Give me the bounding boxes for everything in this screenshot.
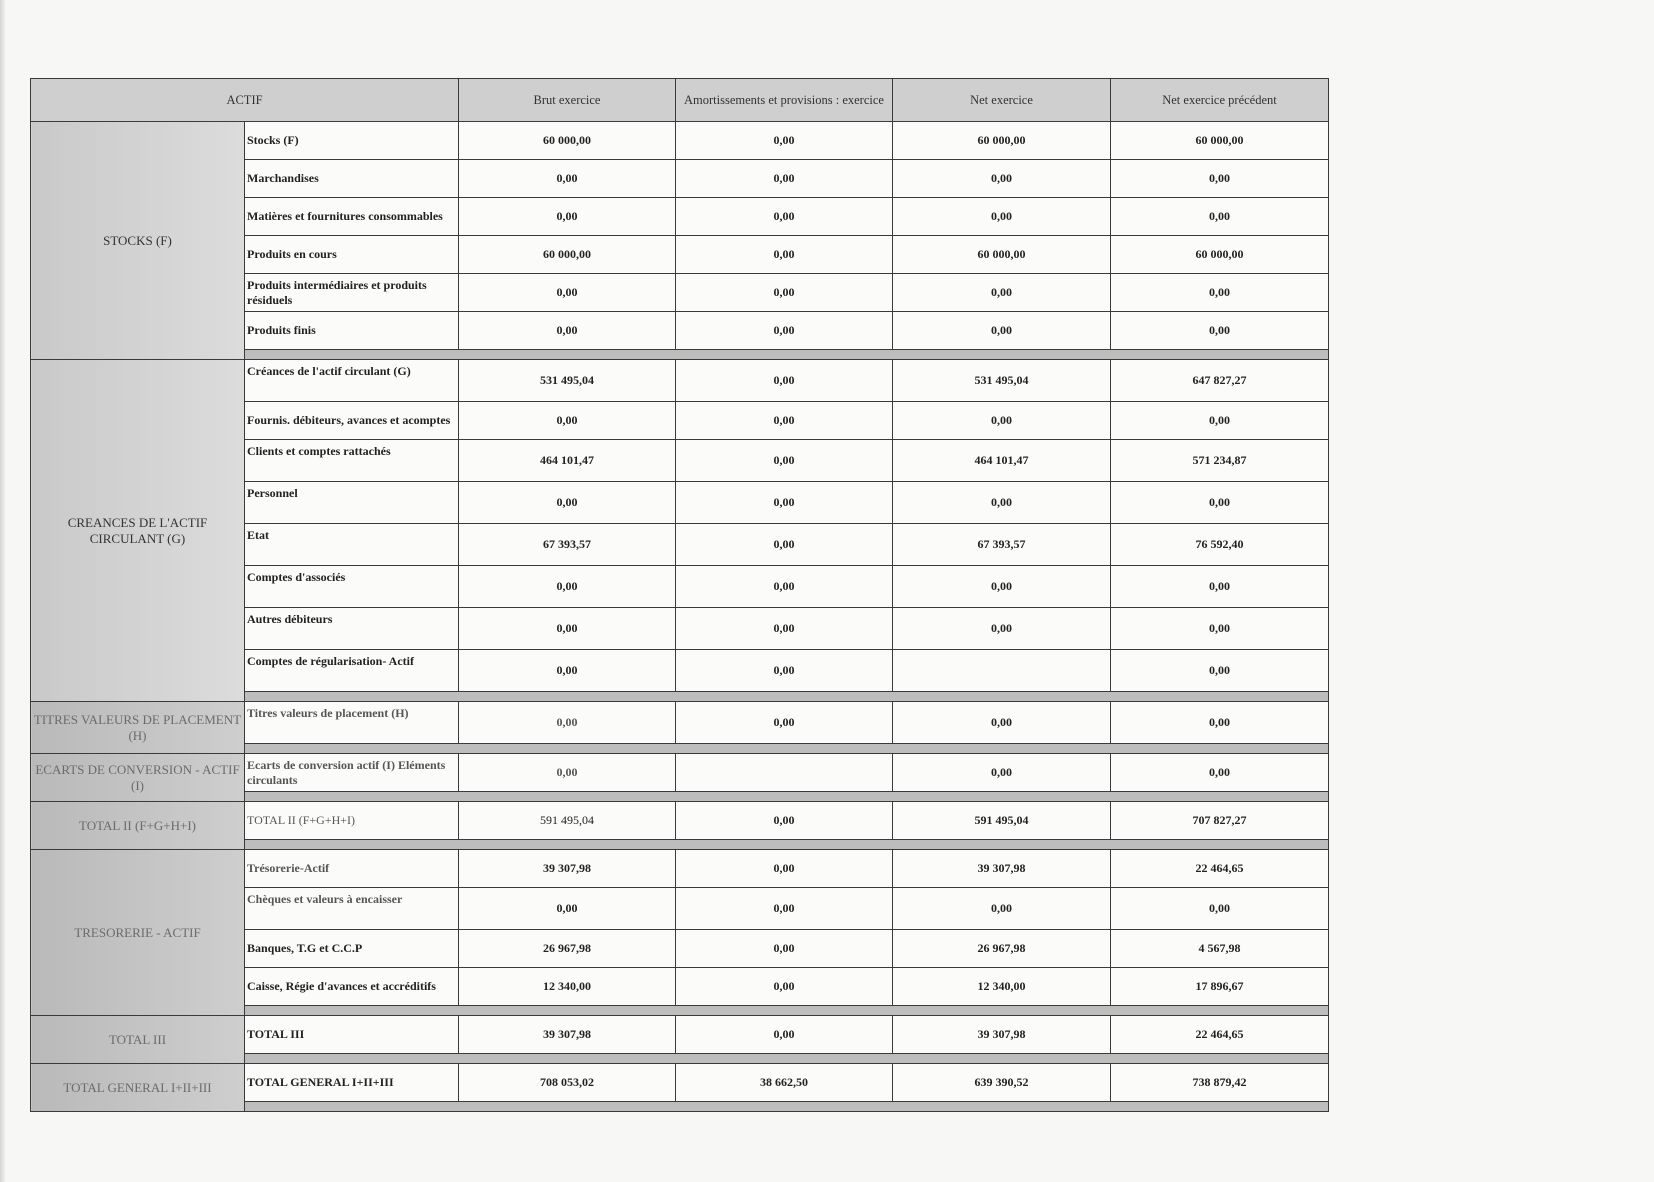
header-net-exercice: Net exercice: [893, 79, 1111, 122]
header-net-exercice-precedent: Net exercice précédent: [1111, 79, 1329, 122]
table-row: [31, 754, 1329, 792]
net-value: 0,00: [893, 702, 1111, 744]
row-label: Stocks (F): [245, 122, 459, 160]
table-row: [31, 360, 1329, 402]
table-row: [31, 1016, 1329, 1054]
net-value: 639 390,52: [893, 1064, 1111, 1102]
row-label: Autres débiteurs: [245, 608, 459, 650]
brut-value: 12 340,00: [459, 968, 676, 1006]
prec-value: 17 896,67: [1111, 968, 1329, 1006]
net-value: 0,00: [893, 274, 1111, 312]
amort-value: 0,00: [676, 702, 893, 744]
section-total-iii: TOTAL III: [31, 1016, 245, 1064]
brut-value: 0,00: [459, 274, 676, 312]
brut-value: 39 307,98: [459, 850, 676, 888]
net-value: 0,00: [893, 754, 1111, 792]
net-value: 0,00: [893, 402, 1111, 440]
scan-edge-shadow: [0, 0, 6, 1182]
prec-value: 76 592,40: [1111, 524, 1329, 566]
brut-value: 60 000,00: [459, 122, 676, 160]
section-total-general: TOTAL GENERAL I+II+III: [31, 1064, 245, 1112]
amort-value: 0,00: [676, 850, 893, 888]
section-ecarts: ECARTS DE CONVERSION - ACTIF (I): [31, 754, 245, 802]
amort-value: 0,00: [676, 968, 893, 1006]
table-row: [31, 702, 1329, 744]
section-titres: TITRES VALEURS DE PLACEMENT (H): [31, 702, 245, 754]
prec-value: 0,00: [1111, 702, 1329, 744]
prec-value: 0,00: [1111, 402, 1329, 440]
table-row: [31, 802, 1329, 840]
brut-value: 60 000,00: [459, 236, 676, 274]
prec-value: 647 827,27: [1111, 360, 1329, 402]
brut-value: 0,00: [459, 312, 676, 350]
net-value: 531 495,04: [893, 360, 1111, 402]
amort-value: [676, 754, 893, 792]
row-label: TOTAL III: [245, 1016, 459, 1054]
net-value: 0,00: [893, 198, 1111, 236]
table-row: [31, 1064, 1329, 1102]
net-value: 464 101,47: [893, 440, 1111, 482]
net-value: 0,00: [893, 888, 1111, 930]
row-label: Trésorerie-Actif: [245, 850, 459, 888]
table-row: [31, 850, 1329, 888]
prec-value: 0,00: [1111, 198, 1329, 236]
brut-value: 67 393,57: [459, 524, 676, 566]
net-value: [893, 650, 1111, 692]
amort-value: 0,00: [676, 650, 893, 692]
row-label: Personnel: [245, 482, 459, 524]
brut-value: 39 307,98: [459, 1016, 676, 1054]
net-value: 0,00: [893, 312, 1111, 350]
amort-value: 0,00: [676, 440, 893, 482]
row-label: Fournis. débiteurs, avances et acomptes: [245, 402, 459, 440]
amort-value: 0,00: [676, 160, 893, 198]
prec-value: 0,00: [1111, 160, 1329, 198]
brut-value: 0,00: [459, 482, 676, 524]
prec-value: 4 567,98: [1111, 930, 1329, 968]
row-label: Ecarts de conversion actif (I) Eléments circulants: [245, 754, 459, 792]
row-label: Caisse, Régie d'avances et accréditifs: [245, 968, 459, 1006]
amort-value: 0,00: [676, 312, 893, 350]
section-creances: CREANCES DE L'ACTIF CIRCULANT (G): [31, 360, 245, 702]
row-label: Chèques et valeurs à encaisser: [245, 888, 459, 930]
prec-value: 0,00: [1111, 754, 1329, 792]
row-label: Etat: [245, 524, 459, 566]
net-value: 0,00: [893, 608, 1111, 650]
brut-value: 0,00: [459, 754, 676, 792]
amort-value: 0,00: [676, 360, 893, 402]
brut-value: 0,00: [459, 608, 676, 650]
row-label: Matières et fournitures consommables: [245, 198, 459, 236]
net-value: 12 340,00: [893, 968, 1111, 1006]
amort-value: 0,00: [676, 236, 893, 274]
table-header-row: [31, 79, 1329, 122]
net-value: 26 967,98: [893, 930, 1111, 968]
prec-value: 22 464,65: [1111, 850, 1329, 888]
section-total-ii: TOTAL II (F+G+H+I): [31, 802, 245, 850]
net-value: 0,00: [893, 160, 1111, 198]
net-value: 591 495,04: [893, 802, 1111, 840]
net-value: 0,00: [893, 566, 1111, 608]
row-label: Clients et comptes rattachés: [245, 440, 459, 482]
amort-value: 0,00: [676, 1016, 893, 1054]
row-label: TOTAL GENERAL I+II+III: [245, 1064, 459, 1102]
prec-value: 0,00: [1111, 482, 1329, 524]
amort-value: 0,00: [676, 888, 893, 930]
row-label: Produits en cours: [245, 236, 459, 274]
net-value: 39 307,98: [893, 850, 1111, 888]
prec-value: 0,00: [1111, 274, 1329, 312]
net-value: 0,00: [893, 482, 1111, 524]
brut-value: 0,00: [459, 566, 676, 608]
brut-value: 0,00: [459, 198, 676, 236]
row-label: Banques, T.G et C.C.P: [245, 930, 459, 968]
amort-value: 0,00: [676, 930, 893, 968]
header-amortissements: Amortissements et provisions : exercice: [676, 79, 893, 122]
prec-value: 0,00: [1111, 650, 1329, 692]
row-label: Produits finis: [245, 312, 459, 350]
net-value: 67 393,57: [893, 524, 1111, 566]
amort-value: 0,00: [676, 274, 893, 312]
prec-value: 22 464,65: [1111, 1016, 1329, 1054]
header-brut-exercice: Brut exercice: [459, 79, 676, 122]
net-value: 60 000,00: [893, 122, 1111, 160]
prec-value: 0,00: [1111, 608, 1329, 650]
brut-value: 26 967,98: [459, 930, 676, 968]
brut-value: 464 101,47: [459, 440, 676, 482]
prec-value: 0,00: [1111, 566, 1329, 608]
brut-value: 0,00: [459, 650, 676, 692]
brut-value: 0,00: [459, 160, 676, 198]
prec-value: 707 827,27: [1111, 802, 1329, 840]
row-label: Produits intermédiaires et produits résiduels: [245, 274, 459, 312]
brut-value: 0,00: [459, 402, 676, 440]
amort-value: 0,00: [676, 608, 893, 650]
amort-value: 0,00: [676, 802, 893, 840]
prec-value: 0,00: [1111, 888, 1329, 930]
brut-value: 0,00: [459, 702, 676, 744]
row-label: Marchandises: [245, 160, 459, 198]
prec-value: 60 000,00: [1111, 236, 1329, 274]
amort-value: 0,00: [676, 402, 893, 440]
brut-value: 591 495,04: [459, 802, 676, 840]
header-actif: ACTIF: [31, 79, 459, 122]
row-label: Comptes de régularisation- Actif: [245, 650, 459, 692]
brut-value: 708 053,02: [459, 1064, 676, 1102]
row-label: Créances de l'actif circulant (G): [245, 360, 459, 402]
amort-value: 0,00: [676, 482, 893, 524]
row-label: Comptes d'associés: [245, 566, 459, 608]
prec-value: 738 879,42: [1111, 1064, 1329, 1102]
brut-value: 531 495,04: [459, 360, 676, 402]
balance-sheet-actif-table: [30, 78, 1329, 1112]
amort-value: 0,00: [676, 566, 893, 608]
table-row: [31, 122, 1329, 160]
amort-value: 0,00: [676, 524, 893, 566]
prec-value: 571 234,87: [1111, 440, 1329, 482]
net-value: 60 000,00: [893, 236, 1111, 274]
prec-value: 0,00: [1111, 312, 1329, 350]
row-label: Titres valeurs de placement (H): [245, 702, 459, 744]
net-value: 39 307,98: [893, 1016, 1111, 1054]
section-stocks: STOCKS (F): [31, 122, 245, 360]
prec-value: 60 000,00: [1111, 122, 1329, 160]
amort-value: 38 662,50: [676, 1064, 893, 1102]
amort-value: 0,00: [676, 122, 893, 160]
brut-value: 0,00: [459, 888, 676, 930]
amort-value: 0,00: [676, 198, 893, 236]
row-label: TOTAL II (F+G+H+I): [245, 802, 459, 840]
section-tresorerie: TRESORERIE - ACTIF: [31, 850, 245, 1016]
